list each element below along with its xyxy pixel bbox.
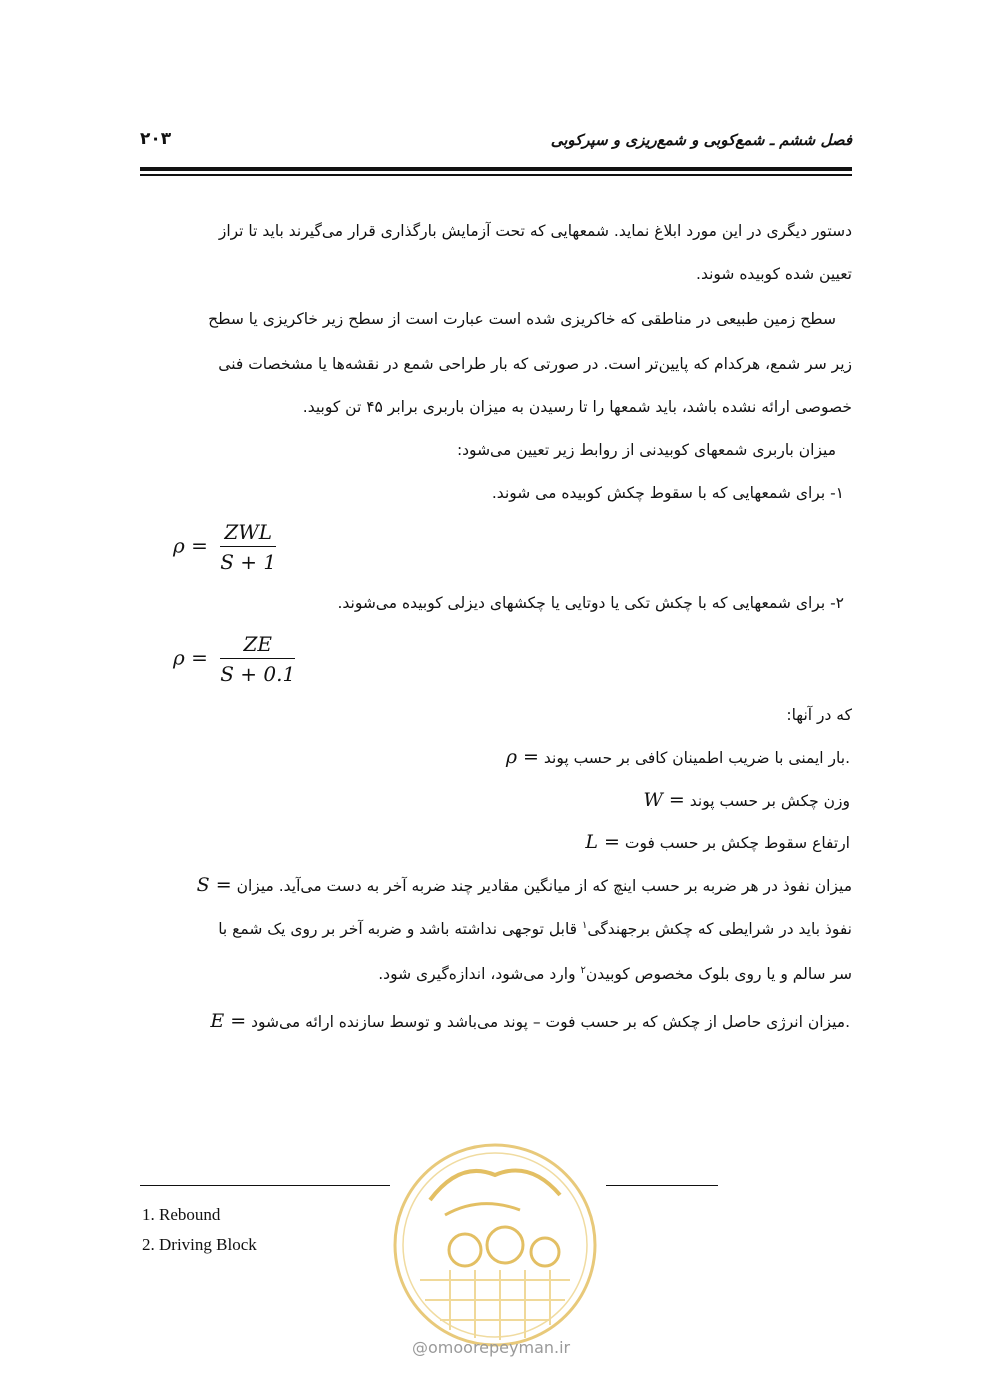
formula-1-numerator: ZWL bbox=[220, 520, 276, 547]
definition-l-text: ارتفاع سقوط چکش بر حسب فوت bbox=[624, 834, 850, 852]
definition-s-line3 bbox=[378, 965, 852, 983]
formula-2 bbox=[173, 632, 295, 686]
header-rule-thin bbox=[140, 174, 852, 176]
para2-line3: خصوصی ارائه نشده باشد، باید شمعها را تا رسیدن به میزان باربری برابر ۴۵ تن کوبید. bbox=[302, 398, 852, 416]
formula-2-lhs: ρ = bbox=[173, 645, 208, 670]
site-watermark: @omoorepeyman.ir bbox=[412, 1338, 571, 1357]
para1-line2: تعیین شده کوبیده شوند. bbox=[696, 265, 852, 283]
para2-line2: زیر سر شمع، هرکدام که پایین‌تر است. در صورتی که بار طراحی شمع در نقشه‌ها یا مشخصات فنی bbox=[218, 355, 852, 373]
definition-s-text-3b: وارد می‌شود، اندازه‌گیری شود. bbox=[378, 965, 581, 984]
para3: میزان باربری شمعهای کوبیدنی از روابط زیر تعیین می‌شود: bbox=[456, 441, 836, 459]
definition-s-text-2b: قابل توجهی نداشته باشد و ضربه آخر بر روی یک شمع با bbox=[218, 920, 583, 939]
page-number: ۲۰۳ bbox=[140, 129, 172, 149]
formula-1-denominator: S + 1 bbox=[220, 550, 277, 574]
definition-w-text: وزن چکش بر حسب پوند bbox=[689, 792, 850, 810]
list-item-1: ۱- برای شمعهایی که با سقوط چکش کوبیده می شوند. bbox=[491, 484, 844, 502]
definition-w bbox=[643, 789, 850, 811]
chapter-title: فصل ششم ـ شمع‌کوبی و شمع‌ریزی و سپرکوبی bbox=[550, 131, 852, 149]
footnote-ref-2: ۲ bbox=[580, 965, 586, 976]
header-rule-thick bbox=[140, 167, 852, 171]
footnote-rule-left bbox=[140, 1185, 390, 1186]
definition-e-text: میزان انرژی حاصل از چکش که بر حسب فوت – پوند می‌باشد و توسط سازنده ارائه می‌شود. bbox=[251, 1013, 850, 1031]
formula-2-fraction bbox=[220, 632, 295, 686]
definition-s-text-2a: نفوذ باید در شرایطی که چکش برجهندگی bbox=[587, 920, 852, 939]
definition-l bbox=[585, 831, 850, 853]
footnote-rule-right bbox=[606, 1185, 718, 1186]
list-item-2: ۲- برای شمعهایی که با چکش تکی یا دوتایی یا چکشهای دیزلی کوبیده می‌شوند. bbox=[337, 594, 844, 612]
definition-rho bbox=[506, 746, 850, 768]
definition-e bbox=[210, 1010, 850, 1032]
definition-rho-text: بار ایمنی با ضریب اطمینان کافی بر حسب پوند. bbox=[543, 749, 850, 767]
definition-s-text-1: میزان نفوذ در هر ضربه بر حسب اینچ که از میانگین مقادیر چند ضربه آخر به دست می‌آید. میزان bbox=[236, 877, 852, 895]
formula-2-denominator: S + 0.1 bbox=[220, 662, 296, 686]
formula-1-lhs: ρ = bbox=[173, 533, 208, 558]
definition-s-line2 bbox=[218, 920, 852, 938]
symbol-rho: ρ = bbox=[505, 746, 539, 768]
definition-s-line1 bbox=[197, 874, 852, 896]
symbol-l: L = bbox=[585, 831, 620, 853]
where-label: که در آنها: bbox=[786, 706, 852, 724]
publisher-stamp-logo bbox=[390, 1140, 600, 1350]
footnote-1: 1. Rebound bbox=[142, 1205, 221, 1224]
para1-line1: دستور دیگری در این مورد ابلاغ نماید. شمعهایی که تحت آزمایش بارگذاری قرار می‌گیرند باید تا تراز bbox=[218, 222, 852, 240]
symbol-s: S = bbox=[196, 874, 232, 896]
symbol-w: W = bbox=[643, 789, 685, 811]
formula-2-numerator: ZE bbox=[220, 632, 295, 659]
footnote-ref-1: ۱ bbox=[582, 920, 588, 931]
definition-s-text-3a: سر سالم و یا روی بلوک مخصوص کوبیدن bbox=[585, 965, 852, 984]
formula-1 bbox=[173, 520, 276, 574]
footnote-2: 2. Driving Block bbox=[142, 1235, 257, 1254]
formula-1-fraction bbox=[220, 520, 276, 574]
para2-line1: سطح زمین طبیعی در مناطقی که خاکریزی شده است عبارت است از سطح زیر خاکریزی یا سطح bbox=[208, 310, 836, 328]
symbol-e: E = bbox=[210, 1010, 247, 1032]
